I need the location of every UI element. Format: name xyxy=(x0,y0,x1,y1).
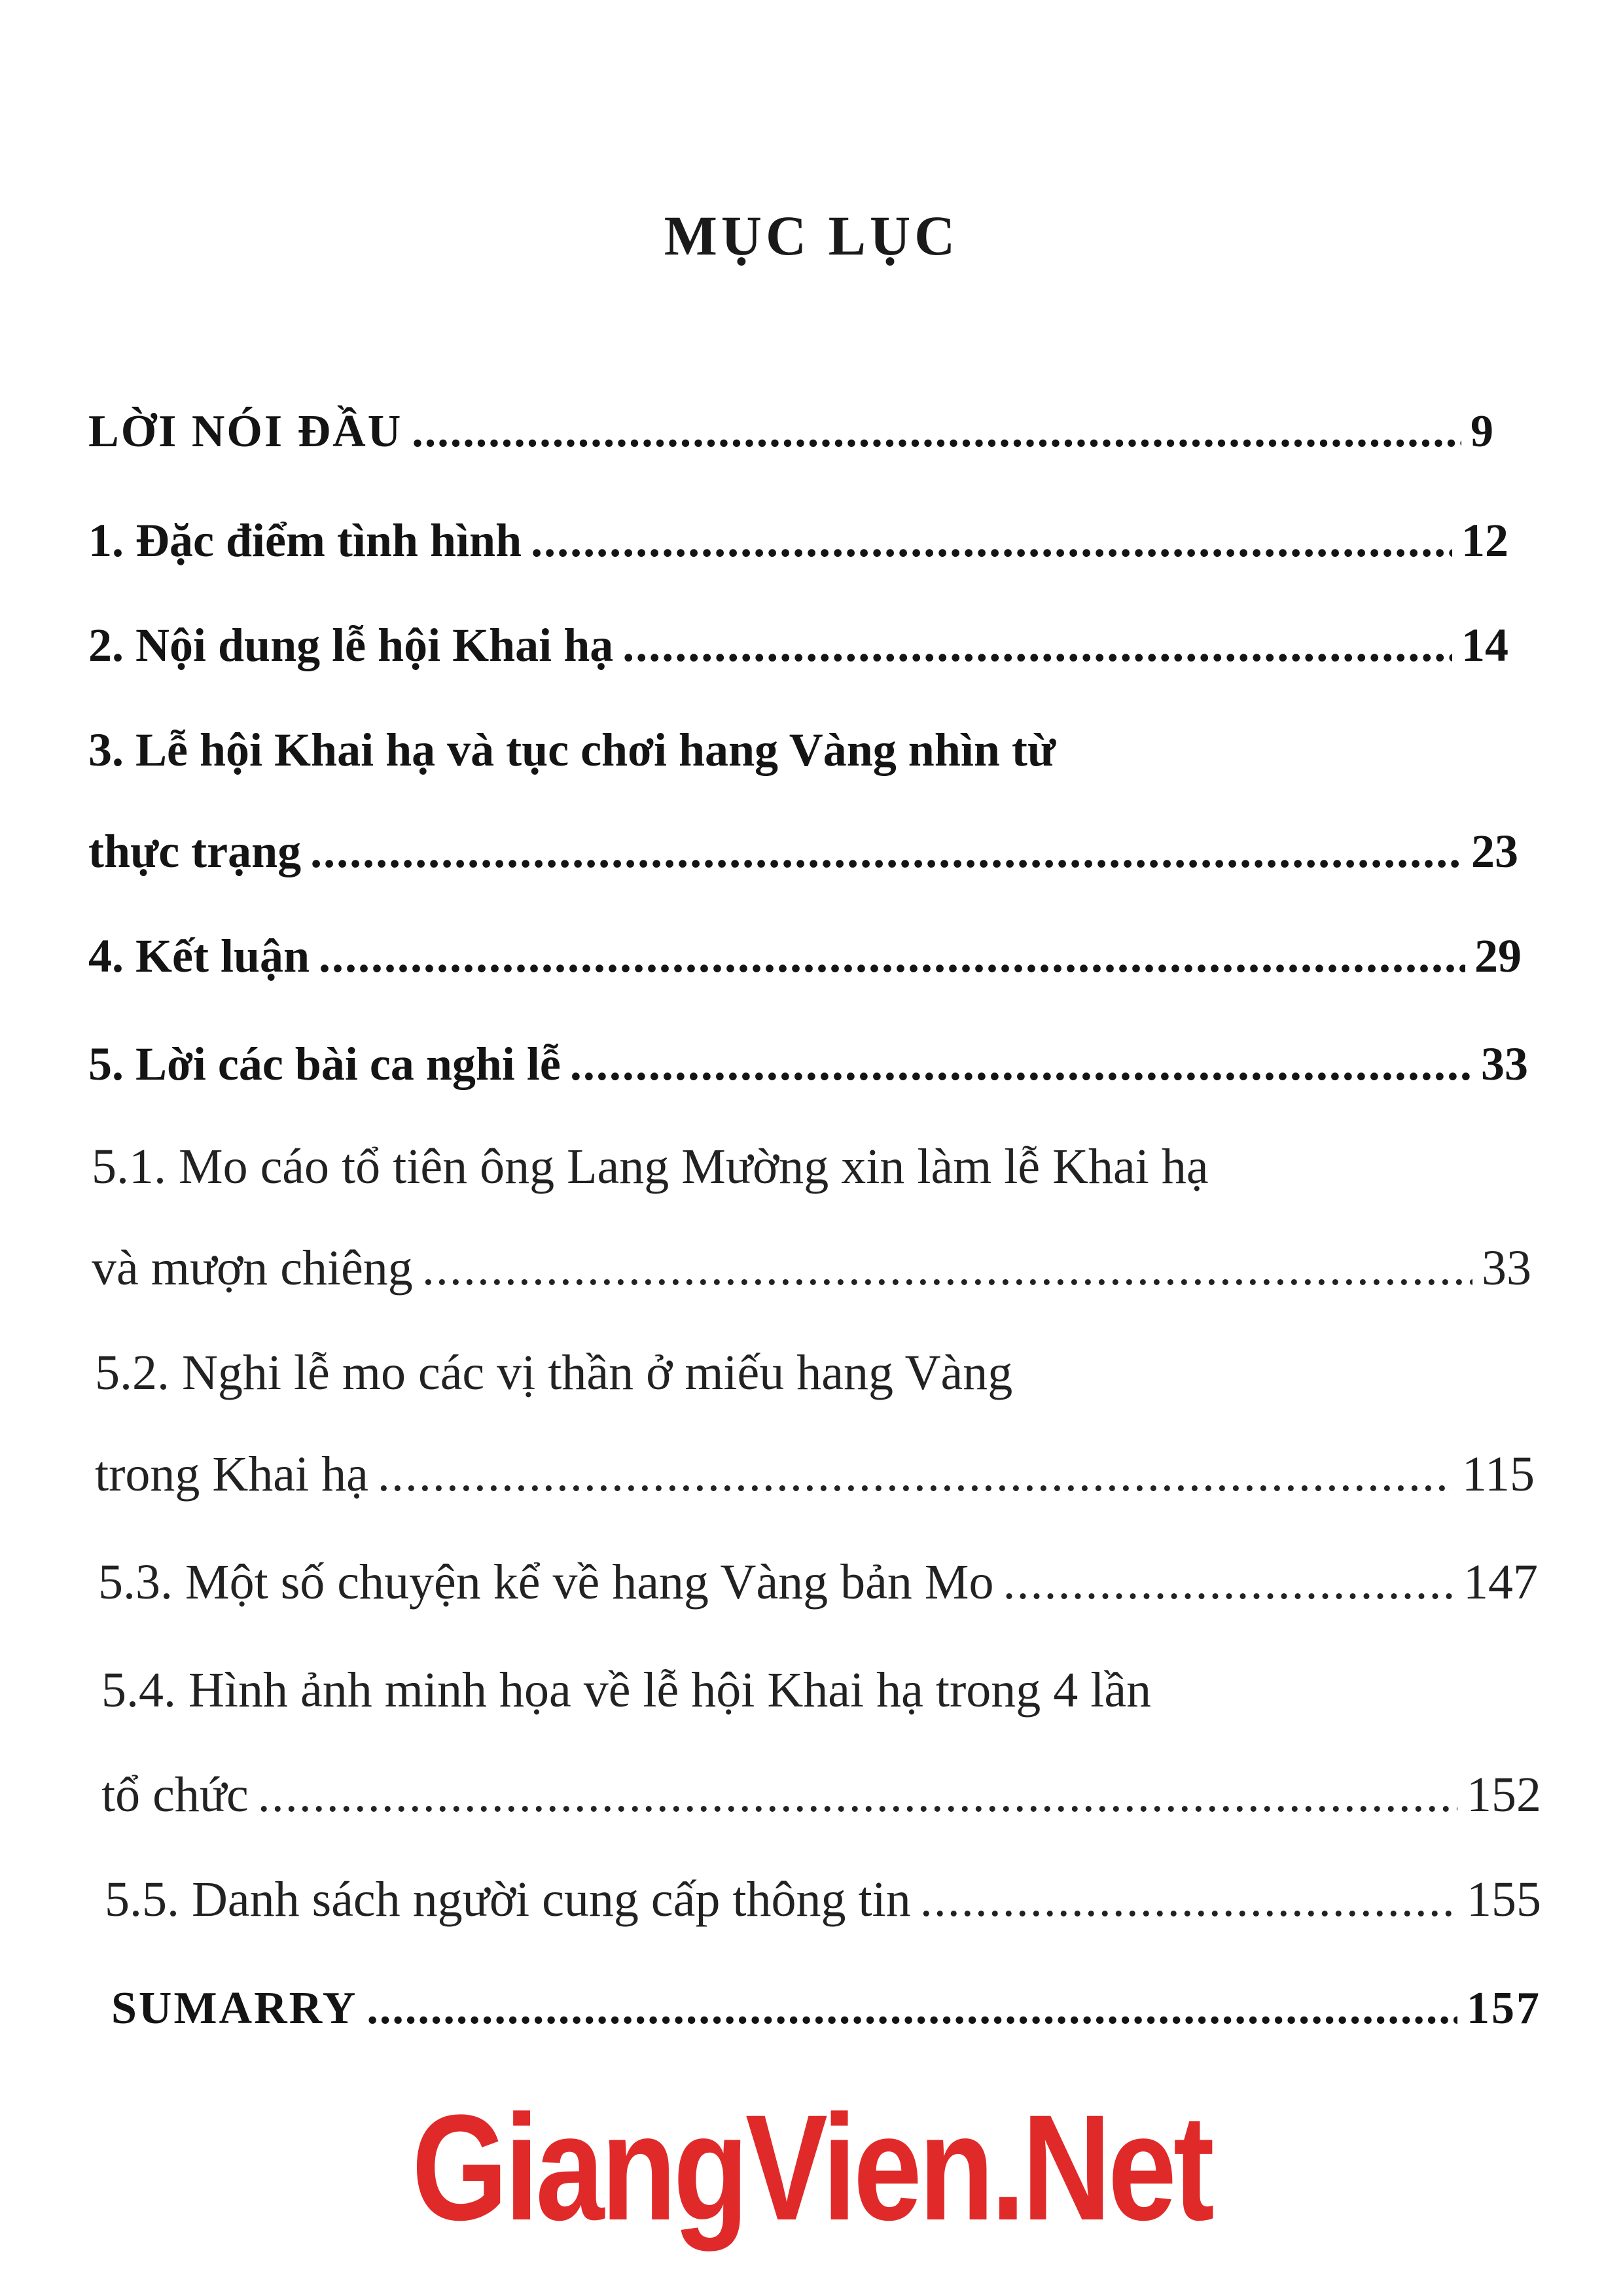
dot-leader xyxy=(1003,1554,1454,1611)
watermark-logo: GiangVien.Net xyxy=(412,2083,1211,2252)
toc-entry-text: 2. Nội dung lễ hội Khai hạ xyxy=(88,619,614,671)
page-title: MỤC LỤC xyxy=(664,204,959,267)
toc-entry-5-2-line2[interactable] xyxy=(95,1446,1535,1503)
dot-leader xyxy=(531,514,1452,568)
toc-entry-5-4-line2[interactable] xyxy=(101,1767,1541,1824)
toc-entry-continuation: thực trạng xyxy=(88,825,302,877)
toc-entry-3-line1[interactable] xyxy=(88,723,1528,777)
toc-entry-5-5[interactable] xyxy=(105,1871,1541,1928)
toc-entry-continuation: tổ chức xyxy=(101,1767,249,1822)
toc-entry-text: 5.3. Một số chuyện kể về hang Vàng bản Mo xyxy=(98,1555,994,1610)
toc-entry-4[interactable] xyxy=(88,929,1522,983)
toc-page-number: 152 xyxy=(1467,1767,1541,1822)
toc-entry-text: LỜI NÓI ĐẦU xyxy=(88,406,403,457)
dot-leader xyxy=(570,1037,1472,1091)
toc-entry-summary[interactable] xyxy=(111,1983,1541,2035)
toc-entry-text: SUMARRY xyxy=(111,1983,358,2034)
toc-page-number: 12 xyxy=(1461,514,1508,567)
dot-leader xyxy=(378,1446,1453,1503)
toc-entry-text: 5. Lời các bài ca nghi lễ xyxy=(88,1038,561,1090)
dot-leader xyxy=(258,1767,1457,1824)
toc-entry-2[interactable] xyxy=(88,618,1508,673)
toc-entry-text: 3. Lễ hội Khai hạ và tục chơi hang Vàng nhìn từ xyxy=(88,724,1056,776)
toc-page-number: 115 xyxy=(1461,1447,1535,1502)
toc-entry-text: 5.4. Hình ảnh minh họa về lễ hội Khai hạ trong 4 lần xyxy=(101,1663,1152,1718)
toc-entry-continuation: trong Khai hạ xyxy=(95,1447,368,1502)
toc-page-number: 9 xyxy=(1471,406,1495,457)
toc-page-number: 23 xyxy=(1471,825,1518,877)
dot-leader xyxy=(920,1871,1457,1928)
toc-entry-text: 5.5. Danh sách người cung cấp thông tin xyxy=(105,1872,911,1927)
toc-entry-text: 5.1. Mo cáo tổ tiên ông Lang Mường xin làm lễ Khai hạ xyxy=(92,1139,1209,1194)
dot-leader xyxy=(622,618,1452,673)
toc-entry-3-line2[interactable] xyxy=(88,824,1518,879)
dot-leader xyxy=(412,406,1461,458)
toc-entry-text: 4. Kết luận xyxy=(88,930,310,982)
toc-entry-1[interactable] xyxy=(88,514,1508,568)
toc-page-number: 155 xyxy=(1467,1872,1541,1927)
toc-entry-5-1-line1[interactable] xyxy=(92,1139,1531,1195)
toc-page-number: 157 xyxy=(1467,1983,1541,2034)
dot-leader xyxy=(422,1240,1472,1297)
toc-page-number: 29 xyxy=(1474,930,1522,982)
toc-entry-5-4-line1[interactable] xyxy=(101,1662,1541,1719)
toc-page-number: 33 xyxy=(1481,1038,1528,1090)
toc-entry-continuation: và mượn chiêng xyxy=(92,1241,413,1296)
toc-page-number: 33 xyxy=(1482,1241,1531,1296)
toc-page-number: 14 xyxy=(1461,619,1508,671)
toc-entry-text: 1. Đặc điểm tình hình xyxy=(88,514,522,567)
dot-leader xyxy=(319,929,1465,983)
toc-entry-preface[interactable] xyxy=(88,406,1495,458)
toc-page-number: 147 xyxy=(1463,1555,1538,1610)
toc-entry-5-3[interactable] xyxy=(98,1554,1538,1611)
toc-entry-5[interactable] xyxy=(88,1037,1528,1091)
toc-entry-text: 5.2. Nghi lễ mo các vị thần ở miếu hang Vàng xyxy=(95,1345,1013,1400)
dot-leader xyxy=(310,824,1462,879)
toc-entry-5-1-line2[interactable] xyxy=(92,1240,1531,1297)
toc-entry-5-2-line1[interactable] xyxy=(95,1345,1535,1402)
dot-leader xyxy=(366,1983,1457,2035)
